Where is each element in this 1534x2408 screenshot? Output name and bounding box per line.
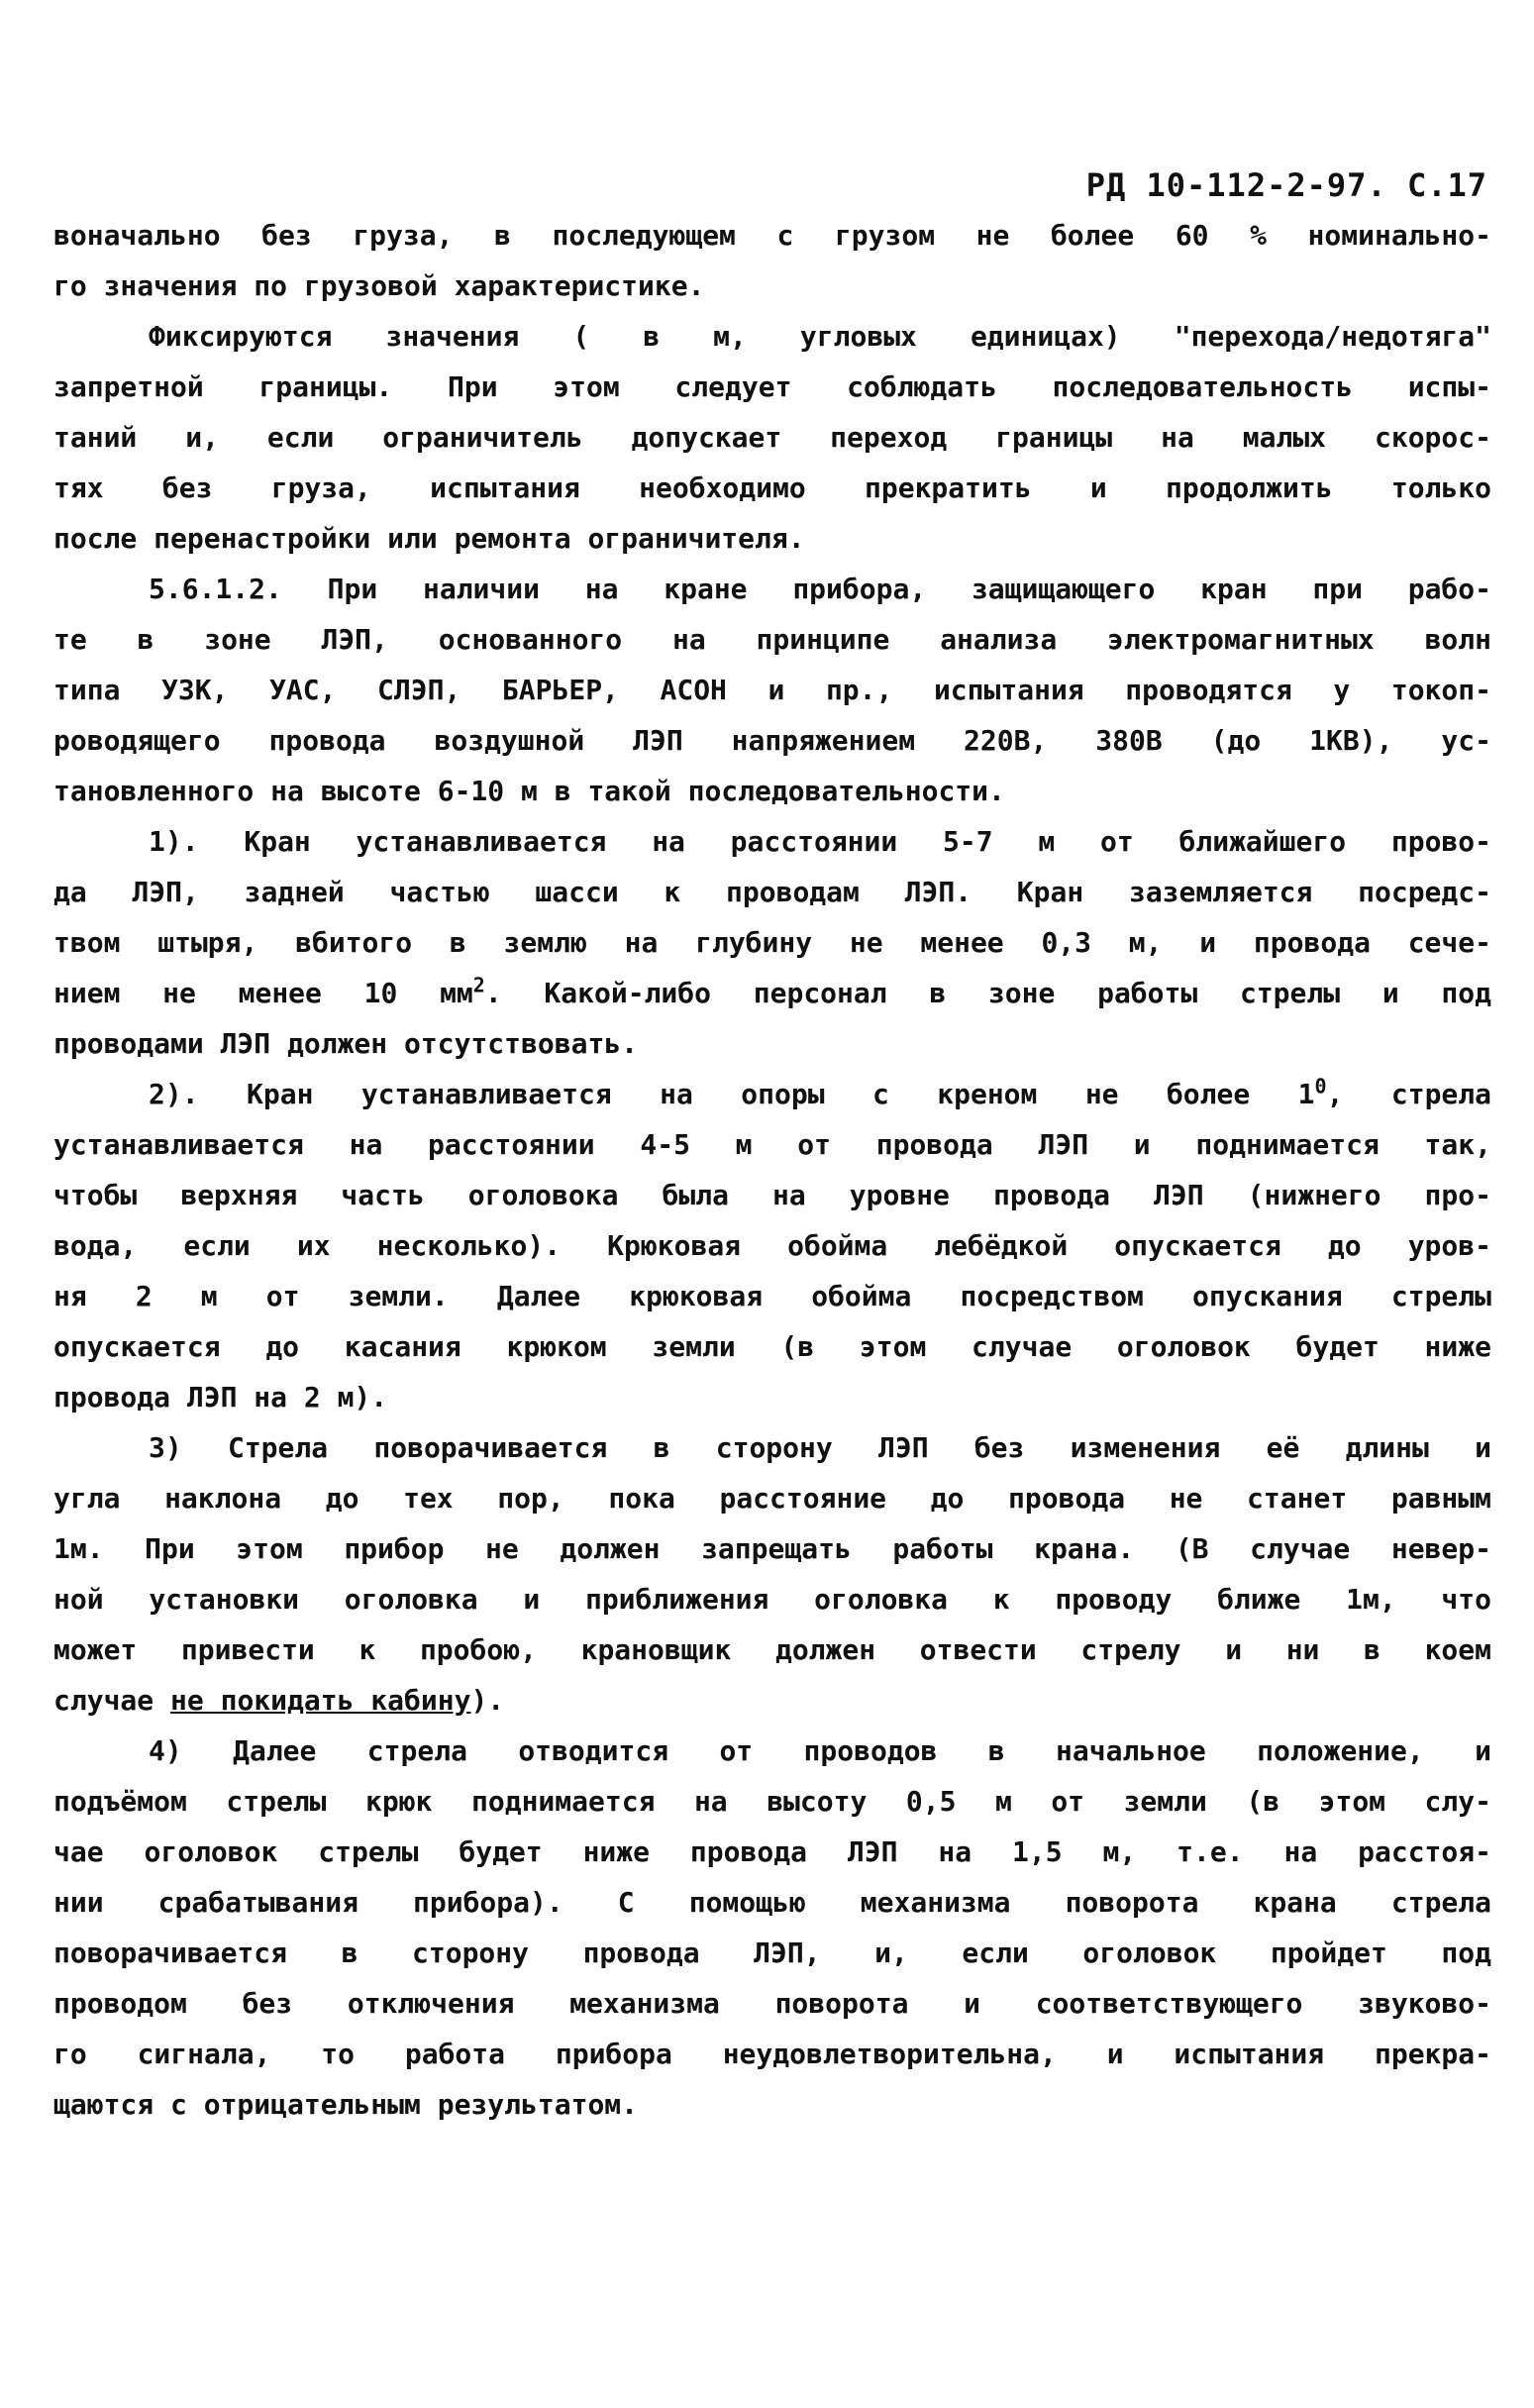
superscript: 0	[1314, 1074, 1327, 1099]
text-line: провода ЛЭП на 2 м).	[53, 1381, 388, 1413]
text-line: таний и, если ограничитель допускает переход границы на малых скорос-	[53, 421, 1491, 454]
text-line: после перенастройки или ремонта ограничителя.	[53, 522, 805, 555]
step-2-first-line	[53, 1069, 1491, 1119]
step-4-first-line: 4) Далее стрела отводится от проводов в начальное положение, и	[149, 1734, 1491, 1767]
text-line: да ЛЭП, задней частью шасси к проводам ЛЭП. Кран заземляется посредс-	[53, 876, 1491, 908]
text-line: подъёмом стрелы крюк поднимается на высоту 0,5 м от земли (в этом слу-	[53, 1785, 1491, 1818]
superscript: 2	[472, 973, 485, 997]
step-1-first-line: 1). Кран устанавливается на расстоянии 5-7 м от ближайшего прово-	[149, 825, 1491, 858]
text-line: типа УЗК, УАС, СЛЭП, БАРЬЕР, АСОН и пр., испытания проводятся у токоп-	[53, 674, 1491, 706]
text-line: ня 2 м от земли. Далее крюковая обойма посредством опускания стрелы	[53, 1280, 1491, 1312]
text-line: воначально без груза, в последующем с грузом не более 60 % номинально-	[53, 219, 1491, 252]
text-line: роводящего провода воздушной ЛЭП напряжением 220В, 380В (до 1КВ), ус-	[53, 724, 1491, 757]
text-line: может привести к пробою, крановщик должен отвести стрелу и ни в коем	[53, 1633, 1491, 1666]
text-segment: ).	[470, 1684, 505, 1717]
text-line: чае оголовок стрелы будет ниже провода ЛЭП на 1,5 м, т.е. на расстоя-	[53, 1835, 1491, 1868]
text-segment: случае	[53, 1684, 171, 1717]
text-line: 1м. При этом прибор не должен запрещать работы крана. (В случае невер-	[53, 1532, 1491, 1565]
text-line: ной установки оголовка и приближения оголовка к проводу ближе 1м, что	[53, 1583, 1491, 1616]
underlined-text: не покидать кабину	[170, 1684, 471, 1717]
text-line: запретной границы. При этом следует соблюдать последовательность испы-	[53, 370, 1491, 403]
paragraph-first-line: Фиксируются значения ( в м, угловых единицах) "перехода/недотяга"	[149, 320, 1491, 353]
text-line: проводами ЛЭП должен отсутствовать.	[53, 1027, 639, 1060]
text-line: го значения по грузовой характеристике.	[53, 269, 705, 302]
text-line: те в зоне ЛЭП, основанного на принципе анализа электромагнитных волн	[53, 623, 1491, 656]
text-line: чтобы верхняя часть оголовока была на уровне провода ЛЭП (нижнего про-	[53, 1179, 1491, 1211]
text-line: угла наклона до тех пор, пока расстояние до провода не станет равным	[53, 1482, 1491, 1515]
text-line: вода, если их несколько). Крюковая обойма лебёдкой опускается до уров-	[53, 1229, 1491, 1262]
text-line-with-underline	[53, 1675, 1491, 1726]
text-line: проводом без отключения механизма поворота и соответствующего звуково-	[53, 1987, 1491, 2020]
section-5-6-1-2-first-line: 5.6.1.2. При наличии на кране прибора, защищающего кран при рабо-	[149, 573, 1491, 605]
text-line: тях без груза, испытания необходимо прекратить и продолжить только	[53, 471, 1491, 504]
text-line: опускается до касания крюком земли (в этом случае оголовок будет ниже	[53, 1330, 1491, 1363]
text-line-with-superscript	[53, 968, 1491, 1018]
text-segment: , стрела	[1326, 1078, 1492, 1110]
document-reference-header: РД 10-112-2-97. С.17	[1085, 166, 1487, 204]
text-segment: 2). Кран устанавливается на опоры с креном не более 1	[149, 1078, 1315, 1110]
text-line: поворачивается в сторону провода ЛЭП, и, если оголовок пройдет под	[53, 1937, 1491, 1969]
text-line: го сигнала, то работа прибора неудовлетворительна, и испытания прекра-	[53, 2038, 1491, 2070]
step-3-first-line: 3) Стрела поворачивается в сторону ЛЭП без изменения её длины и	[149, 1431, 1491, 1464]
document-body	[53, 158, 1491, 2130]
text-segment: нием не менее 10 мм	[53, 977, 473, 1009]
text-line: твом штыря, вбитого в землю на глубину не менее 0,3 м, и провода сече-	[53, 926, 1491, 959]
text-line: щаются с отрицательным результатом.	[53, 2088, 639, 2121]
text-line: тановленного на высоте 6-10 м в такой последовательности.	[53, 775, 1005, 807]
text-segment: . Какой-либо персонал в зоне работы стрелы и под	[484, 977, 1491, 1009]
text-line: нии срабатывания прибора). С помощью механизма поворота крана стрела	[53, 1886, 1491, 1919]
text-line: устанавливается на расстоянии 4-5 м от провода ЛЭП и поднимается так,	[53, 1128, 1491, 1161]
